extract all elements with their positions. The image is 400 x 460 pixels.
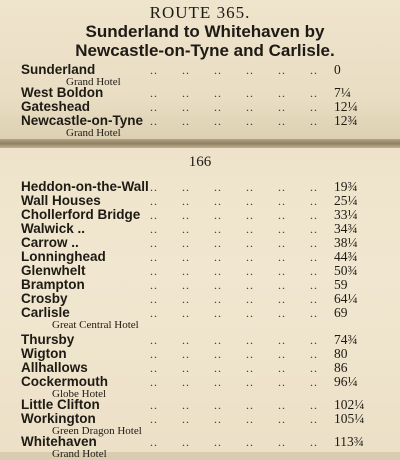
leader-dots: .. .. .. .. .. .. [150, 347, 318, 361]
stop-name: Whitehaven [21, 434, 97, 449]
stop-distance: 34¾ [334, 221, 358, 236]
leader-dots: .. .. .. .. .. .. [150, 435, 318, 449]
stop-name: Lonninghead [21, 249, 106, 264]
leader-dots: .. .. .. .. .. .. [150, 361, 318, 375]
stop-name: Gateshead [21, 99, 91, 114]
stop-name: Little Clifton [21, 397, 100, 412]
bottom-page [0, 148, 400, 460]
stop-distance: 64¼ [334, 291, 358, 306]
stop-name: Wigton [21, 346, 67, 361]
page-number: 166 [188, 154, 212, 170]
stop-distance: 113¾ [334, 434, 364, 449]
route-title: Sunderland to Whitehaven by Newcastle-on-Tyne and Carlisle. [75, 22, 335, 60]
stop-name: Allhallows [21, 360, 88, 375]
stop-distance: 69 [334, 305, 348, 320]
stop-name: Carrow .. [21, 235, 79, 250]
leader-dots: .. .. .. .. .. .. [150, 292, 318, 306]
stop-distance: 12¼ [334, 99, 358, 114]
stop-name: Sunderland [21, 62, 96, 77]
stop-distance: 12¾ [334, 113, 358, 128]
route-number: ROUTE 365. [149, 3, 251, 22]
leader-dots: .. .. .. .. .. .. [150, 412, 318, 426]
stop-distance: 38¼ [334, 235, 358, 250]
stop-hotel: Green Dragon Hotel [52, 425, 142, 437]
stop-distance: 102¼ [334, 397, 365, 412]
stop-row [0, 62, 400, 80]
stop-hotel: Globe Hotel [52, 388, 107, 400]
stop-name: Chollerford Bridge [21, 207, 141, 222]
stop-distance: 33¼ [334, 207, 358, 222]
leader-dots: .. .. .. .. .. .. [150, 264, 318, 278]
leader-dots: .. .. .. .. .. .. [150, 63, 318, 77]
stop-name: Cockermouth [21, 374, 109, 389]
stop-hotel: Grand Hotel [52, 448, 107, 460]
stop-distance: 50¾ [334, 263, 358, 278]
stop-distance: 19¾ [334, 179, 358, 194]
leader-dots: .. .. .. .. .. .. [150, 236, 318, 250]
stop-distance: 59 [334, 277, 348, 292]
stop-name: Brampton [21, 277, 85, 292]
stop-name: Carlisle [21, 305, 70, 320]
stop-name: Workington [21, 411, 96, 426]
leader-dots: .. .. .. .. .. .. [150, 114, 318, 128]
stop-name: Walwick .. [21, 221, 86, 236]
stop-distance: 96¼ [334, 374, 358, 389]
leader-dots: .. .. .. .. .. .. [150, 208, 318, 222]
stop-name: Wall Houses [21, 193, 101, 208]
stop-name: West Boldon [21, 85, 104, 100]
stop-distance: 25¼ [334, 193, 358, 208]
stop-hotel: Grand Hotel [66, 76, 121, 88]
stop-name: Glenwhelt [21, 263, 86, 278]
stop-distance: 44¾ [334, 249, 358, 264]
leader-dots: .. .. .. .. .. .. [150, 306, 318, 320]
stop-distance: 86 [334, 360, 348, 375]
stop-hotel: Great Central Hotel [52, 319, 139, 331]
stop-name: Heddon-on-the-Wall [21, 179, 149, 194]
leader-dots: .. .. .. .. .. .. [150, 250, 318, 264]
leader-dots: .. .. .. .. .. .. [150, 398, 318, 412]
stop-distance: 105¼ [334, 411, 365, 426]
stop-name: Crosby [21, 291, 68, 306]
stop-row [0, 113, 400, 131]
stop-distance: 7¼ [334, 85, 351, 100]
leader-dots: .. .. .. .. .. .. [150, 100, 318, 114]
leader-dots: .. .. .. .. .. .. [150, 278, 318, 292]
leader-dots: .. .. .. .. .. .. [150, 333, 318, 347]
stop-name: Thursby [21, 332, 75, 347]
stop-distance: 0 [334, 62, 341, 77]
leader-dots: .. .. .. .. .. .. [150, 222, 318, 236]
leader-dots: .. .. .. .. .. .. [150, 86, 318, 100]
stop-distance: 74¾ [334, 332, 358, 347]
leader-dots: .. .. .. .. .. .. [150, 180, 318, 194]
leader-dots: .. .. .. .. .. .. [150, 194, 318, 208]
stop-distance: 80 [334, 346, 348, 361]
leader-dots: .. .. .. .. .. .. [150, 375, 318, 389]
stop-hotel: Grand Hotel [66, 127, 121, 139]
page-gutter [0, 139, 400, 148]
stop-name: Newcastle-on-Tyne [21, 113, 144, 128]
top-page [0, 0, 400, 139]
